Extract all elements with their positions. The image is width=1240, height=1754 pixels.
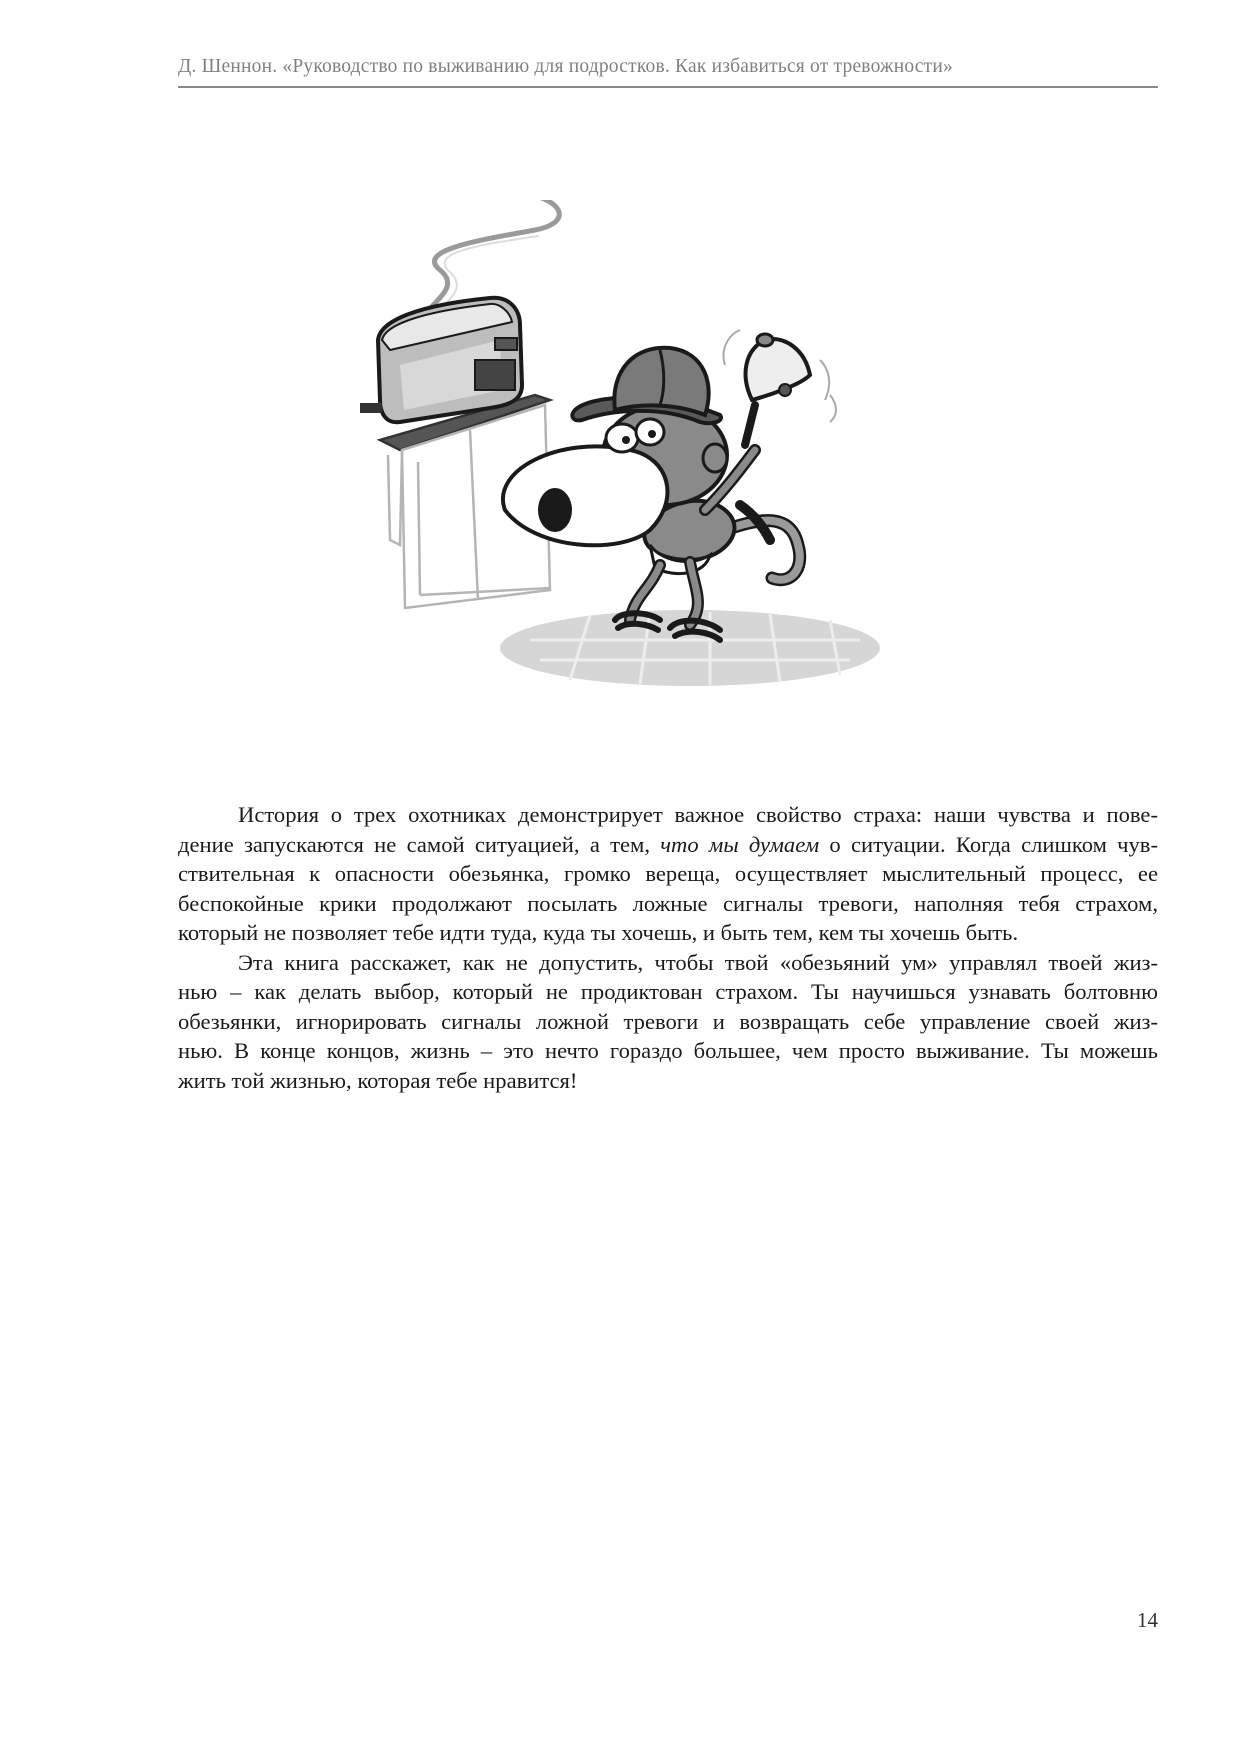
- monkey-character: [503, 405, 770, 640]
- page-number: 14: [1137, 1608, 1158, 1632]
- paragraph-2-line-3: обезьянки, игнорировать сигналы ложной тревоги и возвращать себе управление своей жиз-: [178, 1008, 1158, 1034]
- paragraph-1-line-3: ствительная к опасности обезьянка, громко вереща, осуществляет мыслительный процесс, ее: [178, 861, 1158, 886]
- paragraph-2-line-5: жить той жизнью, которая тебе нравится!: [178, 1067, 578, 1093]
- bell-icon: [723, 330, 836, 445]
- text-run: о ситуации. Когда слишком чув-: [819, 831, 1158, 857]
- emphasis-text: что мы думаем: [660, 831, 820, 857]
- paragraph-2-line-2: нью – как делать выбор, который не продиктован страхом. Ты научишься узнавать болтовню: [178, 979, 1158, 1004]
- paragraph-1-line-4: беспокойные крики продолжают посылать ложные сигналы тревоги, наполняя тебя страхом,: [178, 890, 1158, 916]
- paragraph-1-line-5: который не позволяет тебе идти туда, куда ты хочешь, и быть тем, кем ты хочешь быть.: [178, 920, 1019, 945]
- body-text: [178, 800, 1158, 1095]
- paragraph-2-line-4: нью. В конце концов, жизнь – это нечто гораздо большее, чем просто выживание. Ты можешь: [178, 1038, 1158, 1063]
- monkey-mouth: [538, 488, 572, 532]
- fire-helmet: [572, 348, 721, 423]
- header-divider: [178, 86, 1158, 88]
- toaster: [360, 298, 522, 422]
- text-run: дение запускаются не самой ситуацией, а тем,: [178, 831, 661, 857]
- paragraph-1-line-1: История о трех охотниках демонстрирует важное свойство страха: наши чувства и пове-: [238, 802, 1158, 827]
- running-header: Д. Шеннон. «Руководство по выживанию для подростков. Как избавиться от тревожности»: [178, 56, 953, 77]
- monkey-firefighter-illustration: [360, 200, 940, 740]
- paragraph-2-line-1: Эта книга расскажет, как не допустить, чтобы твой «обезьяний ум» управлял твоей жиз-: [238, 949, 1158, 975]
- paragraph-1-line-2: [178, 830, 1158, 860]
